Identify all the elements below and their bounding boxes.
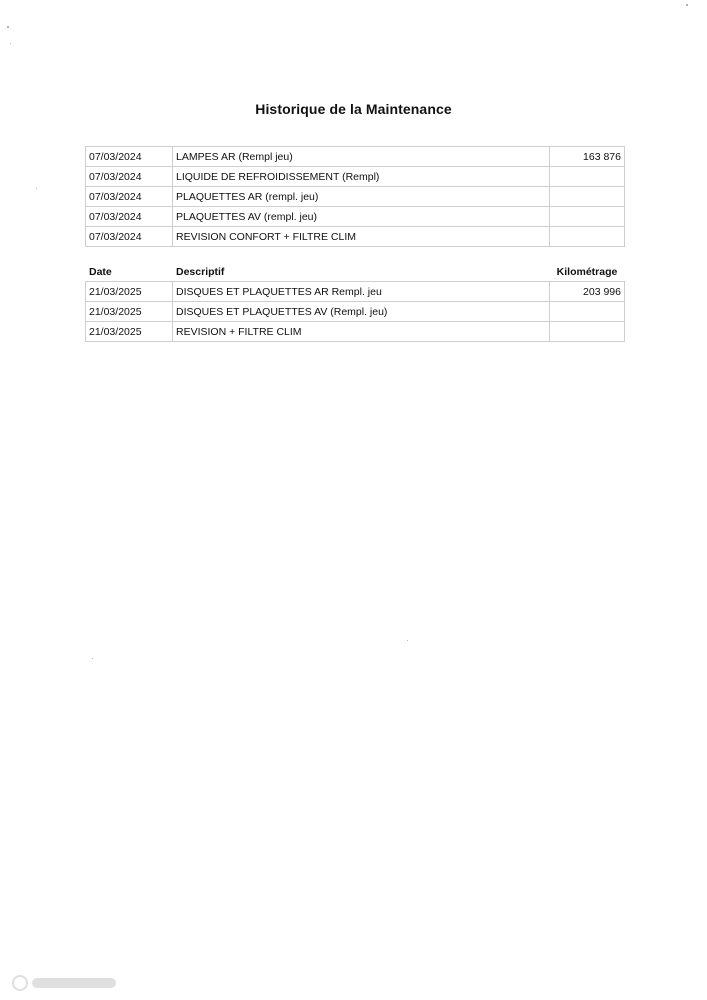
mileage-cell [550, 167, 625, 187]
date-cell: 07/03/2024 [86, 227, 173, 247]
mileage-cell [550, 207, 625, 227]
date-cell: 21/03/2025 [86, 302, 173, 322]
scan-speck [10, 43, 11, 44]
mileage-cell: 163 876 [550, 147, 625, 167]
description-cell: LIQUIDE DE REFROIDISSEMENT (Rempl) [173, 167, 550, 187]
scan-speck [36, 188, 37, 189]
scan-speck [686, 4, 688, 6]
watermark-logo [10, 970, 122, 996]
description-cell: PLAQUETTES AV (rempl. jeu) [173, 207, 550, 227]
table-row [86, 322, 625, 342]
table-row [86, 227, 625, 247]
mileage-cell [550, 302, 625, 322]
description-cell: DISQUES ET PLAQUETTES AR Rempl. jeu [173, 282, 550, 302]
date-cell: 07/03/2024 [86, 207, 173, 227]
date-cell: 21/03/2025 [86, 322, 173, 342]
page-title: Historique de la Maintenance [255, 101, 452, 117]
description-column-header: Descriptif [173, 262, 550, 282]
mileage-cell [550, 322, 625, 342]
table-row [86, 187, 625, 207]
date-cell: 07/03/2024 [86, 187, 173, 207]
date-cell: 21/03/2025 [86, 282, 173, 302]
mileage-cell [550, 227, 625, 247]
table-row [86, 207, 625, 227]
table-row [86, 147, 625, 167]
scan-speck [92, 658, 93, 659]
mileage-cell [550, 187, 625, 207]
mileage-column-header: Kilométrage [550, 262, 625, 282]
date-cell: 07/03/2024 [86, 167, 173, 187]
description-cell: REVISION + FILTRE CLIM [173, 322, 550, 342]
maintenance-table-2025 [85, 261, 625, 342]
scan-speck [7, 26, 9, 28]
description-cell: PLAQUETTES AR (rempl. jeu) [173, 187, 550, 207]
table-row [86, 282, 625, 302]
description-cell: LAMPES AR (Rempl jeu) [173, 147, 550, 167]
table-header-row [86, 262, 625, 282]
date-cell: 07/03/2024 [86, 147, 173, 167]
scan-speck [407, 640, 408, 641]
date-column-header: Date [86, 262, 173, 282]
mileage-cell: 203 996 [550, 282, 625, 302]
table-row [86, 167, 625, 187]
maintenance-table-2024 [85, 146, 625, 247]
table-row [86, 302, 625, 322]
description-cell: REVISION CONFORT + FILTRE CLIM [173, 227, 550, 247]
description-cell: DISQUES ET PLAQUETTES AV (Rempl. jeu) [173, 302, 550, 322]
